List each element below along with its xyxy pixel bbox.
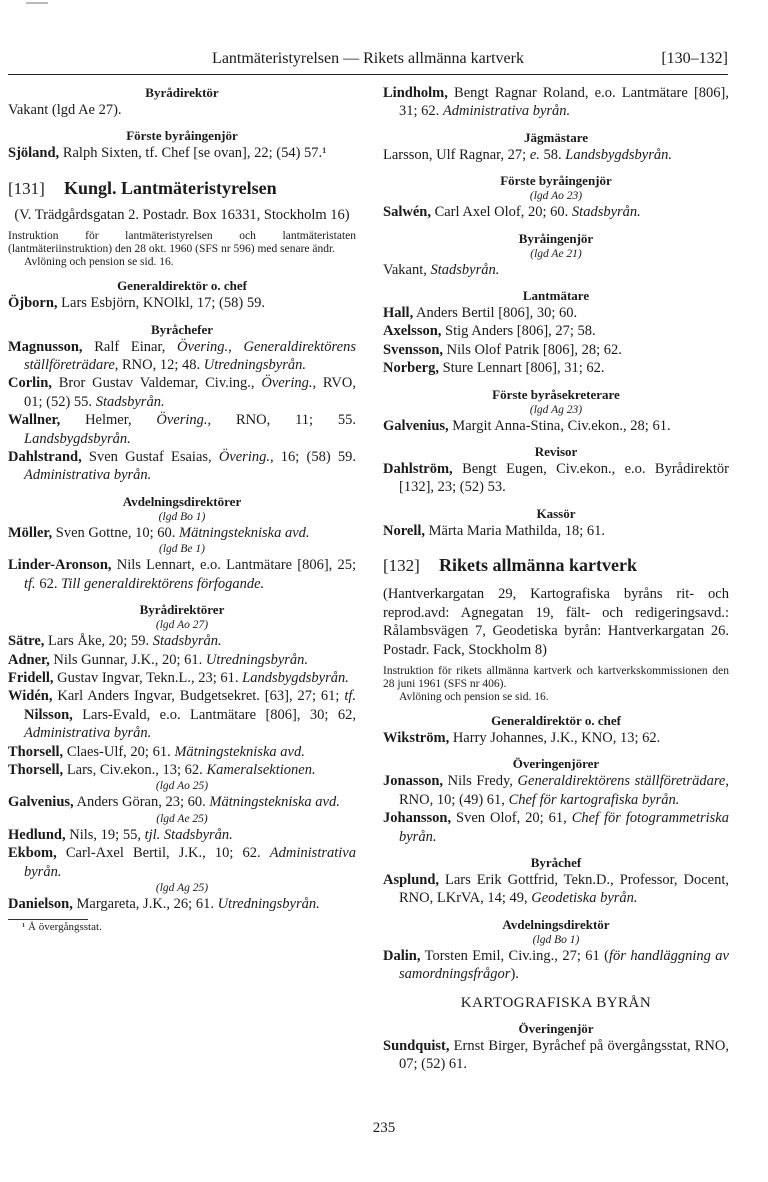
staff-entry — [383, 322, 729, 340]
entry-role: för handläggning av samordningsfrågor — [399, 947, 729, 983]
entry-text: ). — [510, 966, 519, 983]
entry-role: Administrativa byrån. — [24, 845, 356, 880]
entry-role: Geodetiska byrån. — [531, 890, 638, 907]
entry-surname: Öjborn, — [8, 295, 58, 312]
bureau-heading: KARTOGRAFISKA BYRÅN — [460, 994, 652, 1011]
entry-role: Utredningsbyrån. — [217, 895, 320, 912]
staff-entry — [8, 761, 356, 779]
entry-surname: Fridell, — [8, 669, 54, 686]
entry-role: Mätningstekniska avd. — [209, 794, 340, 811]
section-heading: Avdelningsdirektörer — [122, 493, 242, 509]
entry-role: Landsbygdsbyrån. — [565, 146, 672, 163]
entry-role: Administrativa byrån. — [24, 725, 152, 742]
entry-surname: Linder-Aronson, — [8, 557, 112, 574]
section-heading: Överingenjörer — [512, 756, 600, 772]
salary-grade: (lgd Ao 25) — [155, 780, 209, 793]
section-heading: Kassör — [536, 505, 576, 521]
entry-surname: Widén, — [8, 688, 53, 705]
section-heading: Förste byråingenjör — [500, 173, 612, 189]
entry-surname: Hall, — [383, 305, 414, 322]
staff-entry — [8, 826, 356, 844]
salary-grade: (lgd Ag 23) — [529, 403, 583, 416]
entry-role: Administrativa byrån. — [24, 467, 152, 484]
section-heading: Generaldirektör o. chef — [491, 712, 621, 728]
left-column — [8, 84, 356, 934]
entry-text: Märta Maria Mathilda, 18; 61. — [425, 522, 606, 539]
entry-surname: Danielson, — [8, 895, 73, 912]
entry-surname: Galvenius, — [383, 417, 449, 434]
instruction-note: Instruktion för rikets allmänna kartverk och kartverkskommissionen den 28 juni 1961 (SFS nr 406). — [383, 664, 729, 690]
staff-entry — [383, 417, 729, 435]
salary-grade: (lgd Ae 25) — [156, 812, 208, 825]
entry-text: Margareta, J.K., 26; 61. — [72, 895, 218, 912]
entry-role: Landsbygdsbyrån. — [242, 669, 349, 686]
entry-text: Bengt Ragnar Roland, e.o. Lantmätare [806], 31; 62. — [399, 85, 729, 120]
entry-role: Utredningsbyrån. — [203, 357, 306, 374]
entry-role: Landsbygdsbyrån. — [24, 430, 131, 447]
entry-text: RNO, 12; 48. — [118, 357, 204, 374]
entry-surname: Corlin, — [8, 375, 52, 392]
footnote: ¹ Å övergångsstat. — [22, 921, 102, 934]
staff-entry — [383, 84, 729, 121]
agency-number: [132] — [383, 556, 420, 576]
agency-name: Kungl. Lantmäteristyrelsen — [64, 177, 277, 198]
staff-entry — [383, 772, 729, 809]
entry-surname: Magnusson, — [8, 338, 83, 355]
entry-role: Generaldirektörens ställföreträdare, — [517, 773, 729, 790]
section-heading: Byråchef — [530, 854, 582, 870]
entry-surname: Galvenius, — [8, 794, 74, 811]
entry-surname: Adner, — [8, 651, 50, 668]
entry-text: RNO, 10; (49) 61, — [399, 791, 509, 808]
section-heading: Lantmätare — [522, 288, 590, 304]
staff-entry — [8, 844, 356, 881]
agency-name: Rikets allmänna kartverk — [439, 555, 637, 576]
entry-surname: Jonasson, — [383, 773, 444, 790]
salary-grade: (lgd Bo 1) — [158, 510, 206, 523]
entry-text: Vakant, — [383, 261, 431, 278]
staff-entry — [8, 524, 356, 542]
instruction-note: Instruktion för lantmäteristyrelsen och lantmäteristaten (lantmäteriinstruktion) den 28 okt. 1960 (SFS nr 596) med senare ändr. — [8, 230, 356, 256]
entry-role: Chef för kartografiska byrån. — [508, 791, 680, 808]
entry-text: Harry Johannes, J.K., KNO, 13; 62. — [449, 729, 661, 746]
entry-text: RNO, 11; 55. — [211, 412, 356, 429]
entry-text: Nils, 19; 55, — [65, 826, 145, 843]
staff-entry — [8, 101, 356, 119]
staff-entry — [383, 146, 729, 164]
entry-role: tf. — [344, 688, 356, 705]
staff-entry — [383, 947, 729, 984]
entry-text: Ralph Sixten, tf. Chef [se ovan], 22; (54) 57.¹ — [59, 145, 327, 162]
staff-entry — [8, 669, 356, 687]
staff-entry — [8, 144, 356, 162]
section-heading: Förste byråingenjör — [126, 128, 238, 144]
right-column — [383, 84, 729, 1074]
agency-number: [131] — [8, 178, 45, 198]
entry-text: RVO, 01; (52) 55. — [24, 375, 356, 410]
page-number: 235 — [372, 1120, 396, 1136]
section-heading: Byråchefer — [150, 321, 214, 337]
entry-text: Vakant (lgd Ae 27). — [8, 102, 122, 118]
entry-text: Bror Gustav Valdemar, Civ.ing., — [51, 375, 262, 392]
entry-text: Carl Axel Olof, 20; 60. — [430, 204, 572, 221]
entry-surname: Nilsson, — [24, 706, 73, 723]
header-title: Lantmäteristyrelsen — Rikets allmänna kartverk — [212, 50, 524, 67]
entry-role: Till generaldirektörens förfogande. — [61, 575, 265, 592]
section-heading: Förste byråsekreterare — [492, 386, 620, 402]
entry-text: Nils Gunnar, J.K., 20; 61. — [49, 651, 206, 668]
entry-role: Kameralsektionen. — [206, 761, 316, 778]
entry-role: tf. — [24, 575, 36, 592]
entry-surname: Axelsson, — [383, 323, 442, 340]
staff-entry — [383, 203, 729, 221]
entry-text: Nils Olof Patrik [806], 28; 62. — [443, 341, 622, 358]
entry-surname: Möller, — [8, 524, 53, 541]
entry-text: Anders Bertil [806], 30; 60. — [413, 305, 578, 322]
staff-entry — [8, 556, 356, 593]
entry-surname: Dahlström, — [383, 461, 453, 478]
entry-text: Lars, Civ.ekon., 13; 62. — [63, 761, 207, 778]
entry-surname: Thorsell, — [8, 761, 64, 778]
entry-surname: Dalin, — [383, 947, 421, 964]
salary-grade: (lgd Ao 23) — [529, 190, 583, 203]
entry-text: Ernst Birger, Byråchef på övergångsstat, RNO, 07; (52) 61. — [399, 1037, 729, 1073]
entry-text: Gustav Ingvar, Tekn.L., 23; 61. — [53, 669, 243, 686]
entry-surname: Ekbom, — [8, 845, 57, 862]
entry-surname: Dahlstrand, — [8, 449, 82, 466]
staff-entry — [383, 871, 729, 908]
entry-text: Lars Åke, 20; 59. — [44, 633, 153, 650]
entry-role: Stadsbyrån. — [430, 261, 500, 278]
staff-entry — [8, 448, 356, 485]
entry-text: Lars-Evald, e.o. Lantmätare [806], 30; 62, — [72, 706, 356, 723]
entry-role: Övering., — [261, 375, 317, 392]
entry-text: 62. — [35, 575, 62, 592]
staff-entry — [8, 338, 356, 375]
entry-surname: Hedlund, — [8, 826, 66, 843]
entry-role: Stadsbyrån. — [95, 393, 165, 410]
entry-text: Margit Anna-Stina, Civ.ekon., 28; 61. — [448, 417, 671, 434]
entry-text: Bengt Eugen, Civ.ekon., e.o. Byrådirektör [132], 23; (52) 53. — [399, 461, 729, 496]
entry-surname: Sundquist, — [383, 1037, 450, 1054]
staff-entry — [8, 651, 356, 669]
section-heading: Byrådirektörer — [139, 602, 225, 618]
entry-role: Utredningsbyrån. — [205, 651, 309, 668]
entry-text: Nils Fredy, — [443, 773, 518, 790]
section-heading: Jägmästare — [523, 129, 589, 145]
staff-entry — [8, 687, 356, 742]
entry-surname: Norell, — [383, 522, 426, 539]
entry-text: 16; (58) 59. — [273, 449, 357, 466]
staff-entry — [8, 294, 356, 312]
staff-entry — [8, 895, 356, 913]
staff-entry — [8, 411, 356, 448]
entry-text: Lars Esbjörn, KNOlkl, 17; (58) 59. — [57, 295, 265, 312]
staff-entry — [383, 809, 729, 846]
section-heading: Överingenjör — [518, 1020, 594, 1036]
entry-role: Stadsbyrån. — [571, 204, 641, 221]
staff-entry — [8, 632, 356, 650]
staff-entry — [383, 304, 729, 322]
section-heading: Avdelningsdirektör — [502, 916, 610, 932]
entry-role: Administrativa byrån. — [442, 103, 571, 120]
entry-text: Carl-Axel Bertil, J.K., 10; 62. — [56, 845, 270, 862]
entry-role: Mätningstekniska avd. — [174, 743, 305, 760]
staff-entry — [383, 522, 729, 540]
staff-entry — [383, 1037, 729, 1074]
section-heading: Byråingenjör — [518, 230, 594, 246]
staff-entry — [8, 743, 356, 761]
staff-entry — [8, 374, 356, 411]
entry-role: Stadsbyrån. — [152, 633, 222, 650]
entry-text: Karl Anders Ingvar, Budgetsekret. [63], 27; 61; — [52, 688, 345, 705]
entry-text: Helmer, — [60, 412, 157, 429]
entry-surname: Wikström, — [383, 729, 450, 746]
staff-entry — [383, 341, 729, 359]
entry-text: Lars Erik Gottfrid, Tekn.D., Professor, Docent, RNO, LKrVA, 14; 49, — [399, 871, 729, 907]
salary-grade: (lgd Bo 1) — [532, 933, 580, 946]
entry-text: Sven Gottne, 10; 60. — [52, 524, 180, 541]
salary-grade: (lgd Ag 25) — [155, 881, 209, 894]
pension-note: Avlöning och pension se sid. 16. — [24, 256, 174, 269]
staff-entry — [383, 261, 729, 279]
agency-heading — [8, 177, 356, 200]
entry-role: tjl. Stadsbyrån. — [144, 826, 233, 843]
staff-entry — [383, 460, 729, 497]
entry-text: Torsten Emil, Civ.ing., 27; 61 ( — [420, 947, 610, 964]
staff-entry — [383, 729, 729, 747]
entry-surname: Lindholm, — [383, 85, 448, 101]
entry-surname: Salwén, — [383, 204, 431, 221]
entry-text: Larsson, Ulf Ragnar, 27; — [383, 146, 530, 163]
entry-role: Övering., — [218, 449, 274, 466]
section-heading: Byrådirektör — [145, 85, 219, 100]
entry-text: Sture Lennart [806], 31; 62. — [438, 360, 605, 377]
entry-text: Nils Lennart, e.o. Lantmätare [806], 25; — [111, 557, 356, 574]
section-heading: Revisor — [534, 444, 578, 460]
address: (V. Trädgårdsgatan 2. Postadr. Box 16331, Stockholm 16) — [14, 206, 350, 223]
agency-heading — [383, 554, 729, 577]
staff-entry — [8, 793, 356, 811]
staff-entry — [383, 359, 729, 377]
entry-text: 58. — [539, 146, 566, 163]
entry-surname: Thorsell, — [8, 743, 64, 760]
pension-note: Avlöning och pension se sid. 16. — [399, 690, 549, 703]
entry-surname: Asplund, — [383, 871, 440, 888]
entry-text: Sven Gustaf Esaias, — [81, 449, 219, 466]
section-heading: Generaldirektör o. chef — [117, 278, 247, 294]
entry-text: Claes-Ulf, 20; 61. — [63, 743, 175, 760]
entry-role: Övering., Generaldirektörens ställföreträdare, — [24, 338, 356, 374]
salary-grade: (lgd Ae 21) — [530, 247, 582, 260]
header-range: [130–132] — [661, 50, 728, 67]
entry-surname: Sätre, — [8, 633, 45, 650]
entry-text: Ralf Einar, — [82, 338, 178, 355]
scan-mark — [26, 2, 48, 4]
entry-surname: Sjöland, — [8, 145, 60, 162]
salary-grade: (lgd Be 1) — [159, 543, 205, 556]
entry-role: e. — [529, 146, 540, 163]
salary-grade: (lgd Ao 27) — [155, 619, 209, 632]
entry-role: Chef för fotogrammetriska byrån. — [399, 810, 729, 845]
entry-surname: Wallner, — [8, 412, 61, 429]
entry-surname: Norberg, — [383, 360, 439, 377]
entry-surname: Svensson, — [383, 341, 444, 358]
address: (Hantverkargatan 29, Kartografiska byråns rit- och reprod.avd: Agnegatan 19, fält- och redigeringsavd.: Rålambsvägen 7, Geodetiska byrån: Hantverkargatan 26. Postadr. Fack, Stockholm 8) — [383, 586, 729, 658]
entry-text: Sven Olof, 20; 61, — [451, 810, 572, 827]
entry-surname: Johansson, — [383, 810, 452, 827]
entry-role: Mätningstekniska avd. — [179, 524, 310, 541]
entry-role: Övering., — [156, 412, 212, 429]
entry-text: Anders Göran, 23; 60. — [73, 794, 210, 811]
running-header — [8, 46, 728, 75]
entry-text: Stig Anders [806], 27; 58. — [441, 323, 596, 340]
